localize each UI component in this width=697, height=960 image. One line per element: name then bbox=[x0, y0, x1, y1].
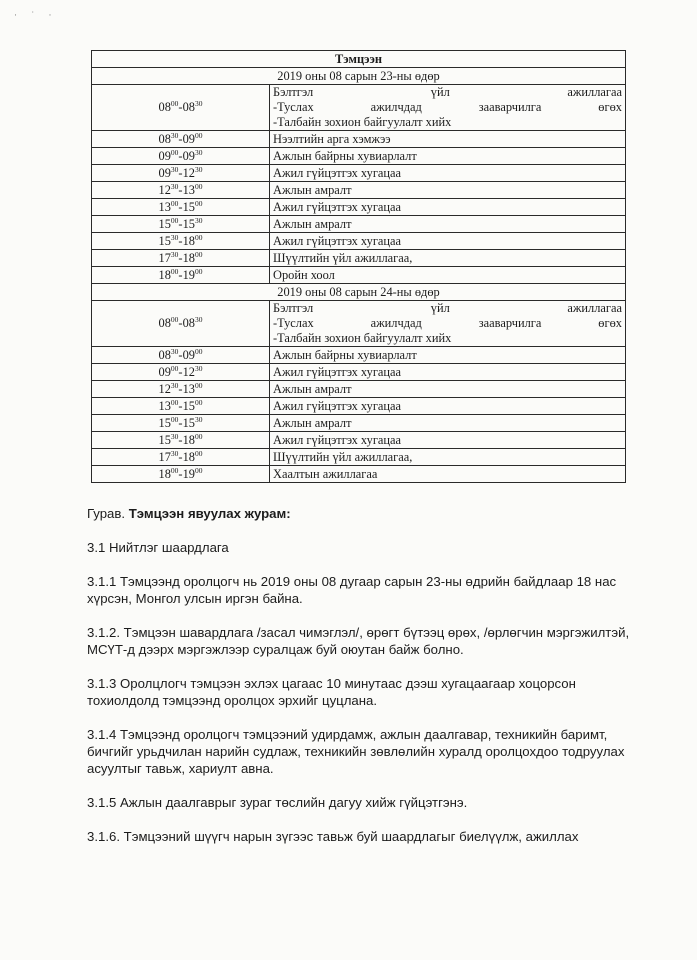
activity-cell: Ажлын амралт bbox=[270, 381, 626, 398]
start-hour: 17 bbox=[158, 449, 171, 464]
start-hour: 08 bbox=[158, 100, 171, 114]
activity-cell: Ажил гүйцэтгэх хугацаа bbox=[270, 432, 626, 449]
time-range: $09^{00}-12^{30}$ bbox=[92, 364, 270, 381]
activity-cell: Ажил гүйцэтгэх хугацаа bbox=[270, 165, 626, 182]
activity-line: -Талбайн зохион байгуулалт хийх bbox=[273, 331, 452, 345]
day-header: 2019 оны 08 сарын 24-ны өдөр bbox=[92, 284, 626, 301]
table-row bbox=[92, 148, 626, 165]
start-minute: 30 bbox=[170, 249, 179, 259]
table-row bbox=[92, 85, 626, 131]
end-minute: 00 bbox=[194, 431, 203, 441]
start-minute: 00 bbox=[170, 397, 179, 407]
time-range: $15^{00}-15^{30}$ bbox=[92, 216, 270, 233]
table-row bbox=[92, 199, 626, 216]
activity-cell: Шүүлтийн үйл ажиллагаа, bbox=[270, 449, 626, 466]
table-row bbox=[92, 466, 626, 483]
subsection-heading: 3.1 Нийтлэг шаардлага bbox=[87, 540, 229, 555]
time-range: $17^{30}-18^{00}$ bbox=[92, 250, 270, 267]
table-row bbox=[92, 216, 626, 233]
activity-cell: Ажил гүйцэтгэх хугацаа bbox=[270, 199, 626, 216]
activity-word: -Туслах bbox=[273, 316, 314, 330]
activity-word: зааварчилга bbox=[478, 100, 542, 114]
activity-cell: Ажлын амралт bbox=[270, 216, 626, 233]
table-row bbox=[92, 415, 626, 432]
activity-word: ажилчдад bbox=[370, 100, 422, 114]
activity-word: Бэлтгэл bbox=[273, 85, 314, 99]
end-minute: 00 bbox=[194, 249, 203, 259]
table-row bbox=[92, 347, 626, 364]
scan-specks: · ˙ · bbox=[14, 10, 58, 20]
activity-cell: Нээлтийн арга хэмжээ bbox=[270, 131, 626, 148]
table-row bbox=[92, 165, 626, 182]
end-minute: 30 bbox=[194, 164, 203, 174]
activity-cell: Ажил гүйцэтгэх хугацаа bbox=[270, 398, 626, 415]
start-minute: 00 bbox=[170, 465, 179, 475]
end-minute: 30 bbox=[194, 414, 203, 424]
start-minute: 30 bbox=[170, 181, 179, 191]
start-minute: 00 bbox=[170, 414, 179, 424]
table-row bbox=[92, 398, 626, 415]
activity-word: ажиллагаа bbox=[567, 301, 622, 315]
section-prefix: Гурав. bbox=[87, 506, 126, 521]
end-minute: 30 bbox=[194, 315, 203, 324]
start-minute: 00 bbox=[170, 215, 179, 225]
time-range: $15^{30}-18^{00}$ bbox=[92, 432, 270, 449]
activity-cell: Шүүлтийн үйл ажиллагаа, bbox=[270, 250, 626, 267]
activity-word: ажиллагаа bbox=[567, 85, 622, 99]
table-row bbox=[92, 267, 626, 284]
end-hour: 09 bbox=[182, 148, 195, 163]
day-header-row bbox=[92, 68, 626, 85]
time-range: $18^{00}-19^{00}$ bbox=[92, 466, 270, 483]
end-minute: 00 bbox=[194, 346, 203, 356]
start-minute: 30 bbox=[170, 380, 179, 390]
section-heading bbox=[87, 505, 647, 522]
schedule-table bbox=[91, 50, 626, 483]
start-minute: 30 bbox=[170, 232, 179, 242]
start-minute: 00 bbox=[170, 363, 179, 373]
table-row bbox=[92, 449, 626, 466]
activity-line bbox=[273, 85, 622, 100]
table-title: Тэмцээн bbox=[92, 51, 626, 68]
time-range: $17^{30}-18^{00}$ bbox=[92, 449, 270, 466]
time-range: $12^{30}-13^{00}$ bbox=[92, 182, 270, 199]
start-minute: 30 bbox=[170, 130, 179, 140]
activity-line: -Талбайн зохион байгуулалт хийх bbox=[273, 115, 452, 129]
table-row bbox=[92, 250, 626, 267]
start-minute: 30 bbox=[170, 164, 179, 174]
start-hour: 09 bbox=[158, 165, 171, 180]
end-hour: 13 bbox=[182, 182, 195, 197]
day-header-row bbox=[92, 284, 626, 301]
time-range: $09^{30}-12^{30}$ bbox=[92, 165, 270, 182]
start-hour: 15 bbox=[158, 432, 171, 447]
activity-cell: Ажлын байрны хувиарлалт bbox=[270, 148, 626, 165]
end-hour: 09 bbox=[182, 131, 195, 146]
start-hour: 17 bbox=[158, 250, 171, 265]
activity-word: зааварчилга bbox=[478, 316, 542, 330]
end-minute: 00 bbox=[194, 181, 203, 191]
table-row bbox=[92, 301, 626, 347]
day-header: 2019 оны 08 сарын 23-ны өдөр bbox=[92, 68, 626, 85]
paragraph-list bbox=[87, 539, 647, 845]
end-minute: 00 bbox=[194, 130, 203, 140]
end-hour: 13 bbox=[182, 381, 195, 396]
time-range: $13^{00}-15^{00}$ bbox=[92, 398, 270, 415]
activity-word: -Туслах bbox=[273, 100, 314, 114]
start-hour: 12 bbox=[158, 182, 171, 197]
start-minute: 30 bbox=[170, 346, 179, 356]
end-minute: 00 bbox=[194, 448, 203, 458]
activity-word: ажилчдад bbox=[370, 316, 422, 330]
start-hour: 09 bbox=[158, 148, 171, 163]
end-hour: 08 bbox=[182, 316, 195, 330]
end-hour: 18 bbox=[182, 432, 195, 447]
start-hour: 08 bbox=[158, 131, 171, 146]
table-row bbox=[92, 381, 626, 398]
table-row bbox=[92, 131, 626, 148]
end-minute: 00 bbox=[194, 380, 203, 390]
time-range: $08^{30}-09^{00}$ bbox=[92, 347, 270, 364]
start-hour: 15 bbox=[158, 216, 171, 231]
activity-cell: Ажлын амралт bbox=[270, 415, 626, 432]
start-hour: 08 bbox=[158, 316, 171, 330]
end-minute: 00 bbox=[194, 465, 203, 475]
activity-cell: Ажлын амралт bbox=[270, 182, 626, 199]
end-minute: 30 bbox=[194, 215, 203, 225]
end-minute: 00 bbox=[194, 266, 203, 276]
end-minute: 30 bbox=[194, 363, 203, 373]
end-minute: 00 bbox=[194, 397, 203, 407]
activity-word: Бэлтгэл bbox=[273, 301, 314, 315]
time-range: $13^{00}-15^{00}$ bbox=[92, 199, 270, 216]
section-title: Тэмцээн явуулах журам: bbox=[128, 506, 291, 521]
activity-word: өгөх bbox=[598, 100, 622, 114]
time-range: $12^{30}-13^{00}$ bbox=[92, 381, 270, 398]
start-hour: 18 bbox=[158, 466, 171, 481]
activity-line bbox=[273, 100, 622, 115]
time-range: $18^{00}-19^{00}$ bbox=[92, 267, 270, 284]
regulation-paragraph: 3.1.4 Тэмцээнд оролцогч тэмцээний удирдамж, ажлын даалгавар, техникийн баримт, бичгийг урьдчилан нарийн судлаж, техникийн зөвлөлийн хуралд оролцохдоо тодруулах асуултыг тавьж, хариулт авна. bbox=[87, 727, 625, 776]
time-range: $15^{30}-18^{00}$ bbox=[92, 233, 270, 250]
regulation-paragraph: 3.1.5 Ажлын даалгаврыг зураг төслийн дагуу хийж гүйцэтгэнэ. bbox=[87, 795, 468, 810]
end-hour: 08 bbox=[182, 100, 195, 114]
end-hour: 12 bbox=[182, 364, 195, 379]
table-row bbox=[92, 182, 626, 199]
start-minute: 00 bbox=[170, 315, 179, 324]
start-hour: 13 bbox=[158, 199, 171, 214]
end-hour: 19 bbox=[182, 466, 195, 481]
regulation-paragraph: 3.1.3 Оролцлогч тэмцээн эхлэх цагаас 10 минутаас дээш хугацаагаар хоцорсон тохиолдолд тэмцээнд оролцох эрхийг цуцлана. bbox=[87, 676, 576, 708]
time-range: $08^{00}-08^{30}$ bbox=[92, 301, 270, 347]
start-hour: 12 bbox=[158, 381, 171, 396]
end-minute: 00 bbox=[194, 198, 203, 208]
end-hour: 18 bbox=[182, 449, 195, 464]
time-range: $15^{00}-15^{30}$ bbox=[92, 415, 270, 432]
table-title-row bbox=[92, 51, 626, 68]
start-hour: 09 bbox=[158, 364, 171, 379]
start-minute: 00 bbox=[170, 147, 179, 157]
start-minute: 30 bbox=[170, 448, 179, 458]
table-row bbox=[92, 364, 626, 381]
end-hour: 18 bbox=[182, 250, 195, 265]
start-hour: 08 bbox=[158, 347, 171, 362]
time-range: $08^{00}-08^{30}$ bbox=[92, 85, 270, 131]
activity-cell: Ажил гүйцэтгэх хугацаа bbox=[270, 233, 626, 250]
time-range: $08^{30}-09^{00}$ bbox=[92, 131, 270, 148]
end-hour: 09 bbox=[182, 347, 195, 362]
start-minute: 00 bbox=[170, 266, 179, 276]
activity-cell: Оройн хоол bbox=[270, 267, 626, 284]
end-hour: 15 bbox=[182, 398, 195, 413]
end-hour: 15 bbox=[182, 216, 195, 231]
regulation-paragraph: 3.1.1 Тэмцээнд оролцогч нь 2019 оны 08 дугаар сарын 23-ны өдрийн байдлаар 18 нас хүрсэн, Монгол улсын иргэн байна. bbox=[87, 574, 617, 606]
start-hour: 18 bbox=[158, 267, 171, 282]
end-minute: 30 bbox=[194, 99, 203, 108]
regulations-text bbox=[87, 505, 647, 862]
start-minute: 00 bbox=[170, 99, 179, 108]
start-hour: 15 bbox=[158, 415, 171, 430]
start-hour: 13 bbox=[158, 398, 171, 413]
end-hour: 19 bbox=[182, 267, 195, 282]
end-minute: 30 bbox=[194, 147, 203, 157]
activity-word: өгөх bbox=[598, 316, 622, 330]
activity-word: үйл bbox=[430, 301, 450, 315]
table-row bbox=[92, 432, 626, 449]
activity-line bbox=[273, 301, 622, 316]
activity-cell bbox=[270, 85, 626, 131]
time-range: $09^{00}-09^{30}$ bbox=[92, 148, 270, 165]
regulation-paragraph: 3.1.6. Тэмцээний шүүгч нарын зүгээс тавьж буй шаардлагыг биелүүлж, ажиллах bbox=[87, 829, 579, 844]
end-minute: 00 bbox=[194, 232, 203, 242]
end-hour: 15 bbox=[182, 415, 195, 430]
activity-word: үйл bbox=[430, 85, 450, 99]
table-row bbox=[92, 233, 626, 250]
activity-line bbox=[273, 316, 622, 331]
regulation-paragraph: 3.1.2. Тэмцээн шавардлага /засал чимэглэл/, өрөгт бүтээц өрөх, /өрлөгчин мэргэжилтэй, МСҮТ-д дээрх мэргэжлээр суралцаж буй оюутан байж болно. bbox=[87, 625, 630, 657]
start-minute: 30 bbox=[170, 431, 179, 441]
end-hour: 15 bbox=[182, 199, 195, 214]
start-minute: 00 bbox=[170, 198, 179, 208]
activity-cell bbox=[270, 301, 626, 347]
end-hour: 18 bbox=[182, 233, 195, 248]
activity-cell: Ажил гүйцэтгэх хугацаа bbox=[270, 364, 626, 381]
start-hour: 15 bbox=[158, 233, 171, 248]
activity-cell: Хаалтын ажиллагаа bbox=[270, 466, 626, 483]
activity-cell: Ажлын байрны хувиарлалт bbox=[270, 347, 626, 364]
end-hour: 12 bbox=[182, 165, 195, 180]
